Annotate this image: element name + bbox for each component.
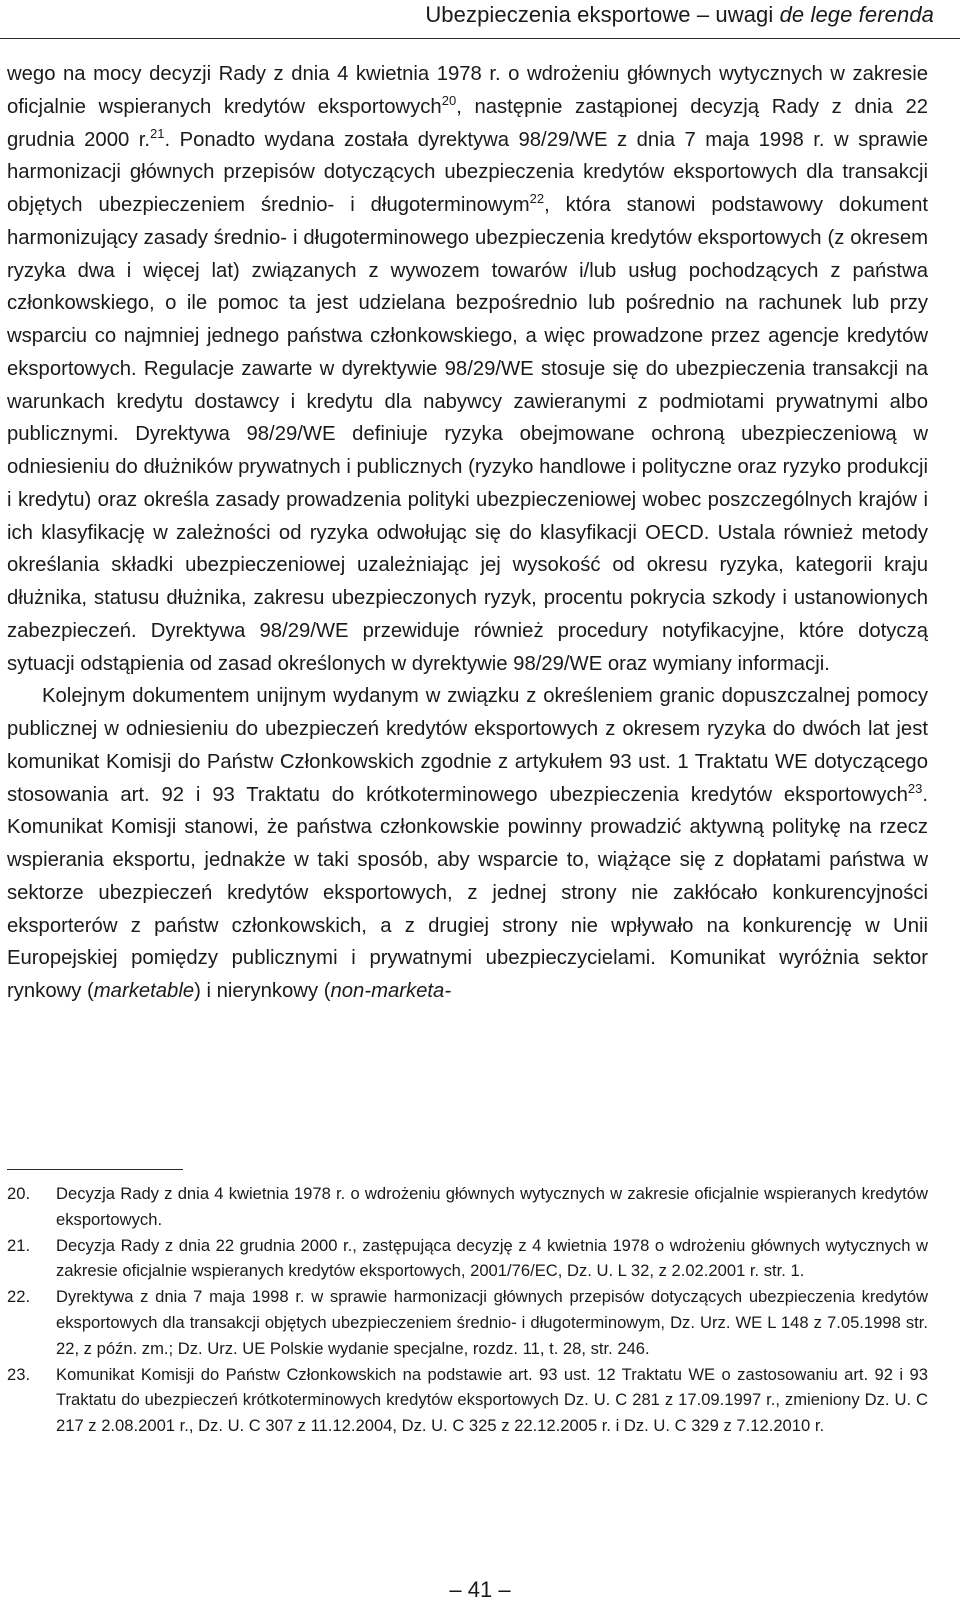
italic-term-non-marketable: non-marketa-: [330, 980, 452, 1002]
paragraph-2: [7, 680, 928, 1008]
running-header: [0, 0, 934, 30]
paragraph-text: Kolejnym dokumentem unijnym wydanym w związku z określeniem granic dopuszczalnej pomocy publicznej w odniesieniu do ubezpieczeń kredytów eksportowych z okresem ryzyka do dwóch lat jest komunikat Komisji do Państw Członkowskich zgodnie z artykułem 93 ust. 1 Traktatu WE dotyczącego stosowania art. 92 i 93 Traktatu do krótkoterminowego ubezpieczenia kredytów eksportowych: [7, 685, 928, 806]
footnote-number: 20.: [7, 1184, 31, 1203]
header-rule: [0, 38, 960, 39]
footnote-ref-21[interactable]: 21: [150, 125, 165, 141]
paragraph-1: [7, 58, 928, 680]
footnote-text: Decyzja Rady z dnia 22 grudnia 2000 r., zastępująca decyzję z 4 kwietnia 1978 o wdrożeniu głównych wytycznych w zakresie oficjalnie wspieranych kredytów eksportowych, 2001/76/EC, Dz. U. L 32, z 2.02.2001 r. str. 1.: [56, 1235, 928, 1281]
footnote-text: Dyrektywa z dnia 7 maja 1998 r. w sprawie harmonizacji głównych przepisów dotyczących ubezpieczenia kredytów eksportowych dla transakcji objętych ubezpieczeniem średnio- i długoterminowym, Dz. Urz. WE L 148 z 7.05.1998 str. 22, z późn. zm.; Dz. Urz. UE Polskie wydanie specjalne, rozdz. 11, t. 28, str. 246.: [56, 1287, 928, 1358]
page-number: – 41 –: [449, 1577, 511, 1602]
footnote-item: [7, 1284, 928, 1361]
footnote-text: Komunikat Komisji do Państw Członkowskich na podstawie art. 93 ust. 12 Traktatu WE o zastosowaniu art. 92 i 93 Traktatu do ubezpieczeń krótkoterminowych kredytów eksportowych Dz. U. C 281 z 17.09.1997 r., zmieniony Dz. U. C 217 z 2.08.2001 r., Dz. U. C 307 z 11.12.2004, Dz. U. C 325 z 22.12.2005 r. i Dz. U. C 329 z 7.12.2010 r.: [56, 1364, 928, 1436]
italic-term-marketable: marketable: [93, 980, 195, 1002]
paragraph-text: , następnie zastąpionej decyzją Rady z dnia 22 grudnia 2000 r.: [7, 95, 929, 151]
running-header-italic: de lege ferenda: [779, 2, 934, 27]
footnote-ref-20[interactable]: 20: [441, 92, 457, 108]
paragraph-text: ) i nierynkowy (: [194, 980, 331, 1002]
footnotes: [7, 1181, 928, 1439]
footnote-rule: [7, 1169, 183, 1170]
footnote-number: 22.: [7, 1287, 31, 1307]
body-text: [7, 58, 928, 1008]
footnote-number: 23.: [7, 1364, 31, 1384]
footnote-item: [7, 1362, 928, 1439]
footnote-ref-22[interactable]: 22: [529, 191, 545, 206]
footnote-text: Decyzja Rady z dnia 4 kwietnia 1978 r. o wdrożeniu głównych wytycznych w zakresie oficjalnie wspieranych kredytów eksportowych.: [56, 1184, 928, 1229]
paragraph-text: . Komunikat Komisji stanowi, że państwa członkowskie powinny prowadzić aktywną politykę na rzecz wspierania eksportu, jednakże w taki sposób, aby wsparcie to, wiążące się z dopłatami państwa w sektorze ubezpieczeń kredytów eksportowych, z jednej strony nie zakłócało konkurencyjności eksporterów z państw członkowskich, a z drugiej strony nie wpływało na konkurencję w Unii Europejskiej pomiędzy publicznymi i prywatnymi ubezpieczycielami. Komunikat wyróżnia sektor rynkowy (: [7, 783, 928, 1002]
footnote-item: [7, 1233, 928, 1285]
paragraph-text: . Ponadto wydana została dyrektywa 98/29/WE z dnia 7 maja 1998 r. w sprawie harmonizacji głównych przepisów dotyczących ubezpieczenia kredytów eksportowych dla transakcji objętych ubezpieczeniem średnio- i długoterminowym: [7, 128, 928, 216]
footnote-number: 21.: [7, 1235, 31, 1255]
footnote-item: [7, 1181, 928, 1233]
paragraph-text: , która stanowi podstawowy dokument harmonizujący zasady średnio- i długoterminowego ubezpieczenia kredytów eksportowych (z okresem ryzyka dwa i więcej lat) związanych z wywozem towarów i/lub usług pochodzących z państwa członkowskiego, o ile pomoc ta jest udzielana bezpośrednio lub pośrednio na rachunek lub przy wsparciu co najmniej jednego państwa członkowskiego, a więc prowadzone przez agencje kredytów eksportowych. Regulacje zawarte w dyrektywie 98/29/WE stosuje się do ubezpieczenia transakcji na warunkach kredytu dostawcy i kredytu dla nabywcy zawieranymi z podmiotami prywatnymi albo publicznymi. Dyrektywa 98/29/WE definiuje ryzyka obejmowane ochroną ubezpieczeniową w odniesieniu do dłużników prywatnych i publicznych (ryzyko handlowe i polityczne oraz ryzyko produkcji i kredytu) oraz określa zasady prowadzenia polityki ubezpieczeniowej wobec poszczególnych krajów i ich klasyfikację w zależności od ryzyka odwołując się do klasyfikacji OECD. Ustala również metody określania składki ubezpieczeniowej uzależniając jej wysokość od okresu ryzyka, kategorii kraju dłużnika, statusu dłużnika, zakresu ubezpieczonych ryzyk, procentu pokrycia szkody i ustanowionych zabezpieczeń. Dyrektywa 98/29/WE przewiduje również procedury notyfikacyjne, które dotyczą sytuacji odstąpienia od zasad określonych w dyrektywie 98/29/WE oraz wymiany informacji.: [7, 194, 928, 675]
paragraph-text: wego na mocy decyzji Rady z dnia 4 kwietnia 1978 r. o wdrożeniu głównych wytycznych w zakresie oficjalnie wspieranych kredytów eksportowych: [7, 63, 928, 118]
running-header-text: Ubezpieczenia eksportowe – uwagi: [425, 2, 780, 27]
footnote-ref-23[interactable]: 23: [907, 780, 923, 796]
